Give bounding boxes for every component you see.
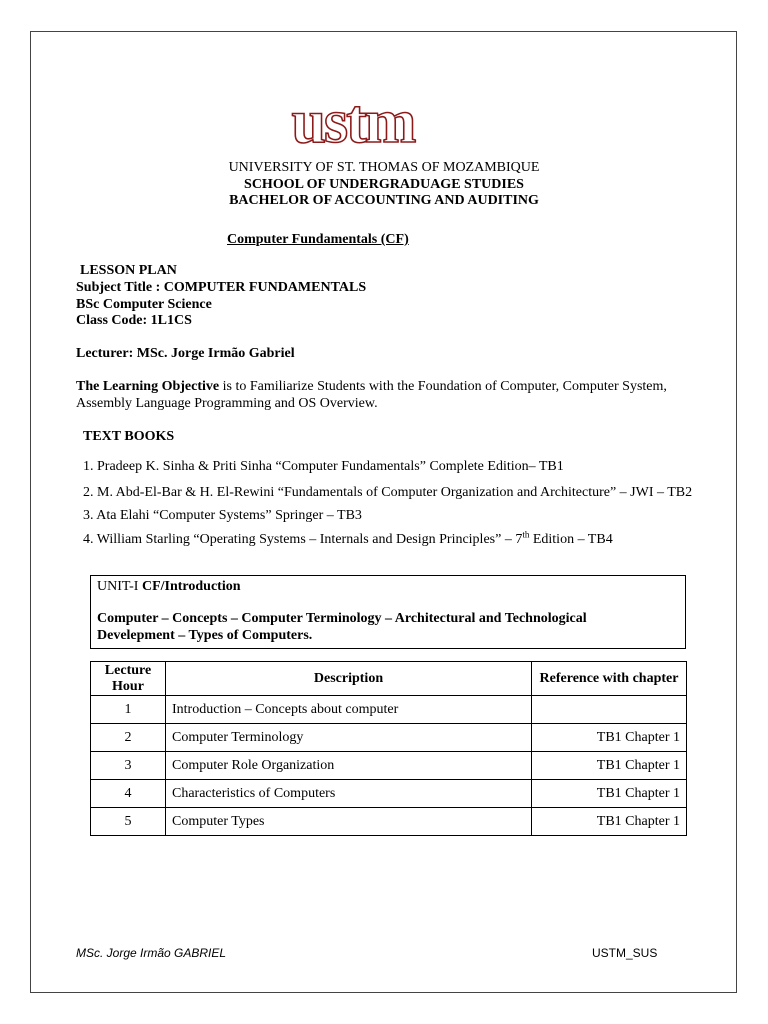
objective-line1: is to Familiarize Students with the Foundation of Computer, Computer System,	[219, 379, 667, 394]
hour-cell: 4	[91, 780, 166, 808]
reference-cell: TB1 Chapter 1	[532, 752, 687, 780]
hour-cell: 3	[91, 752, 166, 780]
reference-cell: TB1 Chapter 1	[532, 780, 687, 808]
unit-topics	[97, 610, 587, 644]
description-cell: Computer Terminology	[166, 724, 532, 752]
unit-box	[90, 575, 686, 649]
unit-name: CF/Introduction	[141, 579, 241, 594]
reference-cell	[532, 696, 687, 724]
unit-label: UNIT-I	[97, 579, 142, 594]
lesson-plan-heading: LESSON PLAN	[80, 263, 177, 278]
textbook-4-text: 4. William Starling “Operating Systems – Internals and Design Principles” – 7	[83, 532, 523, 547]
table-row	[91, 724, 687, 752]
university-name: UNIVERSITY OF ST. THOMAS OF MOZAMBIQUE	[228, 160, 540, 175]
column-header-description: Description	[166, 662, 532, 696]
table-row	[91, 696, 687, 724]
textbook-item: 3. Ata Elahi “Computer Systems” Springer – TB3	[83, 508, 362, 523]
description-cell: Computer Types	[166, 808, 532, 836]
table-row	[91, 808, 687, 836]
school-name: SCHOOL OF UNDERGRADUAGE STUDIES	[244, 177, 524, 192]
column-header-lecture-hour: Lecture Hour	[91, 662, 166, 696]
objective-line2: Assembly Language Programming and OS Overview.	[76, 396, 378, 411]
reference-cell: TB1 Chapter 1	[532, 724, 687, 752]
svg-text:ustm: ustm	[291, 94, 415, 148]
unit-topics-line2: Develepment – Types of Computers.	[97, 628, 313, 643]
subject-title: Subject Title : COMPUTER FUNDAMENTALS	[76, 280, 367, 295]
footer-code: USTM_SUS	[592, 946, 658, 960]
textbook-4-edition: Edition – TB4	[529, 532, 613, 547]
ustm-logo	[230, 94, 476, 148]
table-row	[91, 752, 687, 780]
textbook-item: 2. M. Abd-El-Bar & H. El-Rewini “Fundamentals of Computer Organization and Architecture” – JWI – TB2	[83, 485, 693, 500]
unit-topics-line1: Computer – Concepts – Computer Terminology – Architectural and Technological	[97, 611, 587, 626]
unit-title	[97, 578, 241, 595]
column-header-reference: Reference with chapter	[532, 662, 687, 696]
hour-cell: 5	[91, 808, 166, 836]
table-header-row	[91, 662, 687, 696]
textbooks-heading: TEXT BOOKS	[83, 429, 175, 444]
lesson-plan-table	[90, 661, 687, 836]
program-name: BACHELOR OF ACCOUNTING AND AUDITING	[229, 193, 539, 208]
class-code: Class Code: 1L1CS	[76, 313, 192, 328]
table-row	[91, 780, 687, 808]
textbook-item	[83, 531, 613, 548]
lecturer: Lecturer: MSc. Jorge Irmão Gabriel	[76, 346, 295, 361]
footer-author: MSc. Jorge Irmão GABRIEL	[76, 946, 227, 960]
hour-cell: 1	[91, 696, 166, 724]
hour-cell: 2	[91, 724, 166, 752]
description-cell: Computer Role Organization	[166, 752, 532, 780]
objective-lead: The Learning Objective	[76, 379, 220, 394]
course-title: Computer Fundamentals (CF)	[227, 232, 409, 247]
description-cell: Introduction – Concepts about computer	[166, 696, 532, 724]
degree: BSc Computer Science	[76, 297, 212, 312]
learning-objective	[76, 378, 716, 412]
edition-superscript: th	[522, 529, 530, 540]
reference-cell: TB1 Chapter 1	[532, 808, 687, 836]
description-cell: Characteristics of Computers	[166, 780, 532, 808]
textbook-item: 1. Pradeep K. Sinha & Priti Sinha “Computer Fundamentals” Complete Edition– TB1	[83, 459, 564, 474]
